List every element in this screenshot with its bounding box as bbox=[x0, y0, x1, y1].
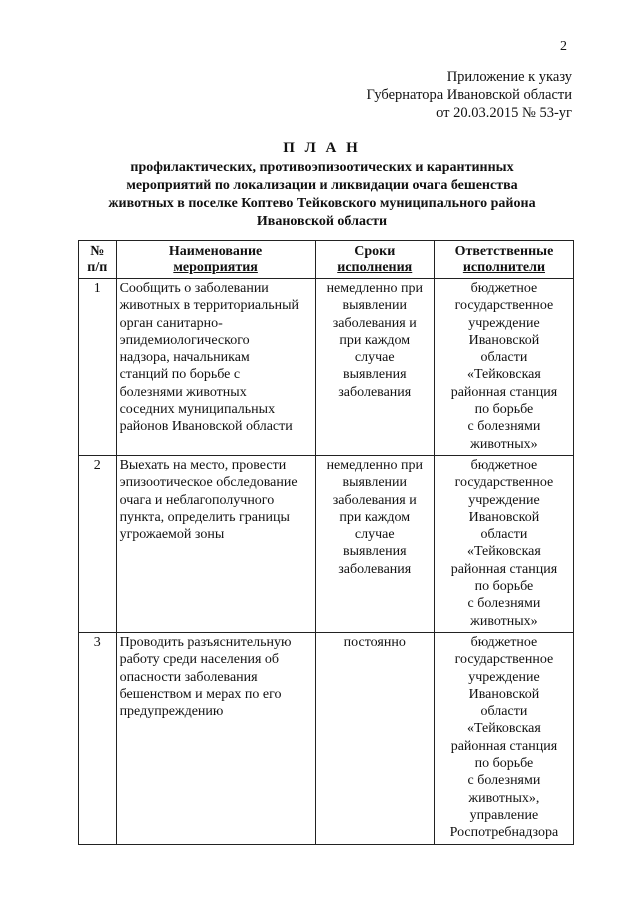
header-resp-line: исполнители bbox=[462, 260, 546, 275]
responsible-executors-line: животных», bbox=[468, 790, 540, 806]
responsible-executors-line: животных» bbox=[470, 436, 538, 452]
execution-term-line: выявлении bbox=[342, 475, 408, 491]
header-num-line: № bbox=[90, 244, 105, 259]
responsible-executors-line: государственное bbox=[454, 475, 554, 491]
activity-name-line: орган санитарно- bbox=[119, 315, 223, 331]
header-term bbox=[315, 241, 434, 279]
responsible-executors-line: «Тейковская bbox=[467, 367, 541, 383]
responsible-executors-line: Роспотребнадзора bbox=[449, 825, 559, 841]
responsible-executors-line: государственное bbox=[454, 298, 554, 314]
header-resp-line: Ответственные bbox=[454, 244, 554, 259]
appendix-line-2: Губернатора Ивановской области bbox=[366, 87, 572, 103]
responsible-executors-line: бюджетное bbox=[470, 457, 538, 473]
responsible-executors-line: государственное bbox=[454, 652, 554, 668]
table-row bbox=[79, 632, 574, 844]
activity-name-cell bbox=[116, 279, 315, 456]
header-name-line: мероприятия bbox=[173, 260, 258, 275]
responsible-executors-line: учреждение bbox=[468, 492, 540, 508]
header-resp bbox=[434, 241, 573, 279]
responsible-executors-cell bbox=[434, 279, 573, 456]
activity-name-line: станций по борьбе с bbox=[119, 367, 241, 383]
responsible-executors-line: области bbox=[480, 527, 528, 543]
page-number: 2 bbox=[560, 39, 567, 54]
activity-name-line: эпизоотическое обследование bbox=[119, 475, 298, 491]
activity-name-line: угрожаемой зоны bbox=[119, 527, 225, 543]
appendix-line-3: от 20.03.2015 № 53-уг bbox=[436, 105, 572, 121]
responsible-executors-line: с болезнями bbox=[467, 596, 541, 612]
activity-name-line: пункта, определить границы bbox=[119, 509, 290, 525]
activity-name-line: бешенством и мерах по его bbox=[119, 686, 282, 702]
header-name bbox=[116, 241, 315, 279]
responsible-executors-line: с болезнями bbox=[467, 773, 541, 789]
execution-term-line: при каждом bbox=[339, 509, 411, 525]
activity-name-line: районов Ивановской области bbox=[119, 419, 293, 435]
responsible-executors-line: «Тейковская bbox=[467, 544, 541, 560]
execution-term-cell bbox=[315, 279, 434, 456]
header-term-line: Сроки bbox=[354, 244, 396, 259]
execution-term-line: заболевания и bbox=[332, 492, 417, 508]
plan-subtitle bbox=[62, 159, 582, 231]
activity-name-line: опасности заболевания bbox=[119, 669, 258, 685]
plan-subtitle-line: профилактических, противоэпизоотических и карантинных bbox=[130, 160, 514, 175]
appendix-header bbox=[367, 68, 572, 122]
responsible-executors-line: районная станция bbox=[450, 738, 558, 754]
table-row bbox=[79, 279, 574, 456]
table-body bbox=[79, 279, 574, 845]
activity-name-line: эпидемиологического bbox=[119, 332, 250, 348]
row-number: 3 bbox=[79, 632, 117, 844]
responsible-executors-line: управление bbox=[469, 807, 539, 823]
execution-term-line: случае bbox=[354, 527, 395, 543]
responsible-executors-line: бюджетное bbox=[470, 281, 538, 296]
header-term-line: исполнения bbox=[337, 260, 413, 275]
responsible-executors-line: учреждение bbox=[468, 669, 540, 685]
execution-term-line: заболевания bbox=[338, 384, 412, 400]
plan-heading bbox=[62, 138, 582, 231]
responsible-executors-line: по борьбе bbox=[474, 402, 534, 418]
responsible-executors-line: области bbox=[480, 350, 528, 366]
responsible-executors-line: по борьбе bbox=[474, 756, 534, 772]
execution-term-line: выявления bbox=[343, 367, 407, 383]
activity-name-line: болезнями животных bbox=[119, 384, 247, 400]
responsible-executors-line: Ивановской bbox=[468, 332, 540, 348]
header-num bbox=[79, 241, 117, 279]
activity-name-line: очага и неблагополучного bbox=[119, 492, 275, 508]
responsible-executors-line: области bbox=[480, 704, 528, 720]
responsible-executors-line: Ивановской bbox=[468, 509, 540, 525]
activity-name-line: Сообщить о заболевании bbox=[119, 281, 269, 296]
activity-name-cell bbox=[116, 632, 315, 844]
responsible-executors-line: учреждение bbox=[468, 315, 540, 331]
activity-name-line: Выехать на место, провести bbox=[119, 457, 287, 473]
responsible-executors-line: с болезнями bbox=[467, 419, 541, 435]
execution-term-cell bbox=[315, 455, 434, 632]
execution-term-cell bbox=[315, 632, 434, 844]
execution-term-line: немедленно при bbox=[326, 457, 423, 473]
activity-name-line: Проводить разъяснительную bbox=[119, 634, 292, 650]
execution-term-line: заболевания и bbox=[332, 315, 417, 331]
execution-term-line: выявлении bbox=[342, 298, 408, 314]
table-row bbox=[79, 455, 574, 632]
activity-name-cell bbox=[116, 455, 315, 632]
execution-term-line: заболевания bbox=[338, 561, 412, 577]
activity-name-line: надзора, начальникам bbox=[119, 350, 250, 366]
plan-table bbox=[78, 240, 574, 845]
responsible-executors-cell bbox=[434, 632, 573, 844]
appendix-line-1: Приложение к указу bbox=[446, 69, 572, 85]
execution-term-line: выявления bbox=[343, 544, 407, 560]
activity-name-line: работу среди населения об bbox=[119, 652, 280, 668]
table-header-row bbox=[79, 241, 574, 279]
activity-name-line: животных в территориальный bbox=[119, 298, 300, 314]
activity-name-line: предупреждению bbox=[119, 704, 224, 720]
plan-title: П Л А Н bbox=[283, 140, 361, 156]
execution-term-line: при каждом bbox=[339, 332, 411, 348]
responsible-executors-line: районная станция bbox=[450, 384, 558, 400]
responsible-executors-line: животных» bbox=[470, 613, 538, 629]
responsible-executors-line: бюджетное bbox=[470, 634, 538, 650]
execution-term-line: немедленно при bbox=[326, 281, 423, 296]
responsible-executors-cell bbox=[434, 455, 573, 632]
responsible-executors-line: Ивановской bbox=[468, 686, 540, 702]
row-number: 1 bbox=[79, 279, 117, 456]
activity-name-line: соседних муниципальных bbox=[119, 402, 276, 418]
plan-subtitle-line: Ивановской области bbox=[256, 214, 388, 229]
row-number: 2 bbox=[79, 455, 117, 632]
plan-subtitle-line: мероприятий по локализации и ликвидации очага бешенства bbox=[126, 178, 518, 193]
header-num-line: п/п bbox=[87, 260, 108, 275]
responsible-executors-line: по борьбе bbox=[474, 579, 534, 595]
execution-term-line: случае bbox=[354, 350, 395, 366]
plan-subtitle-line: животных в поселке Коптево Тейковского муниципального района bbox=[108, 196, 536, 211]
responsible-executors-line: «Тейковская bbox=[467, 721, 541, 737]
responsible-executors-line: районная станция bbox=[450, 561, 558, 577]
execution-term-line: постоянно bbox=[343, 634, 406, 650]
header-name-line: Наименование bbox=[168, 244, 263, 259]
